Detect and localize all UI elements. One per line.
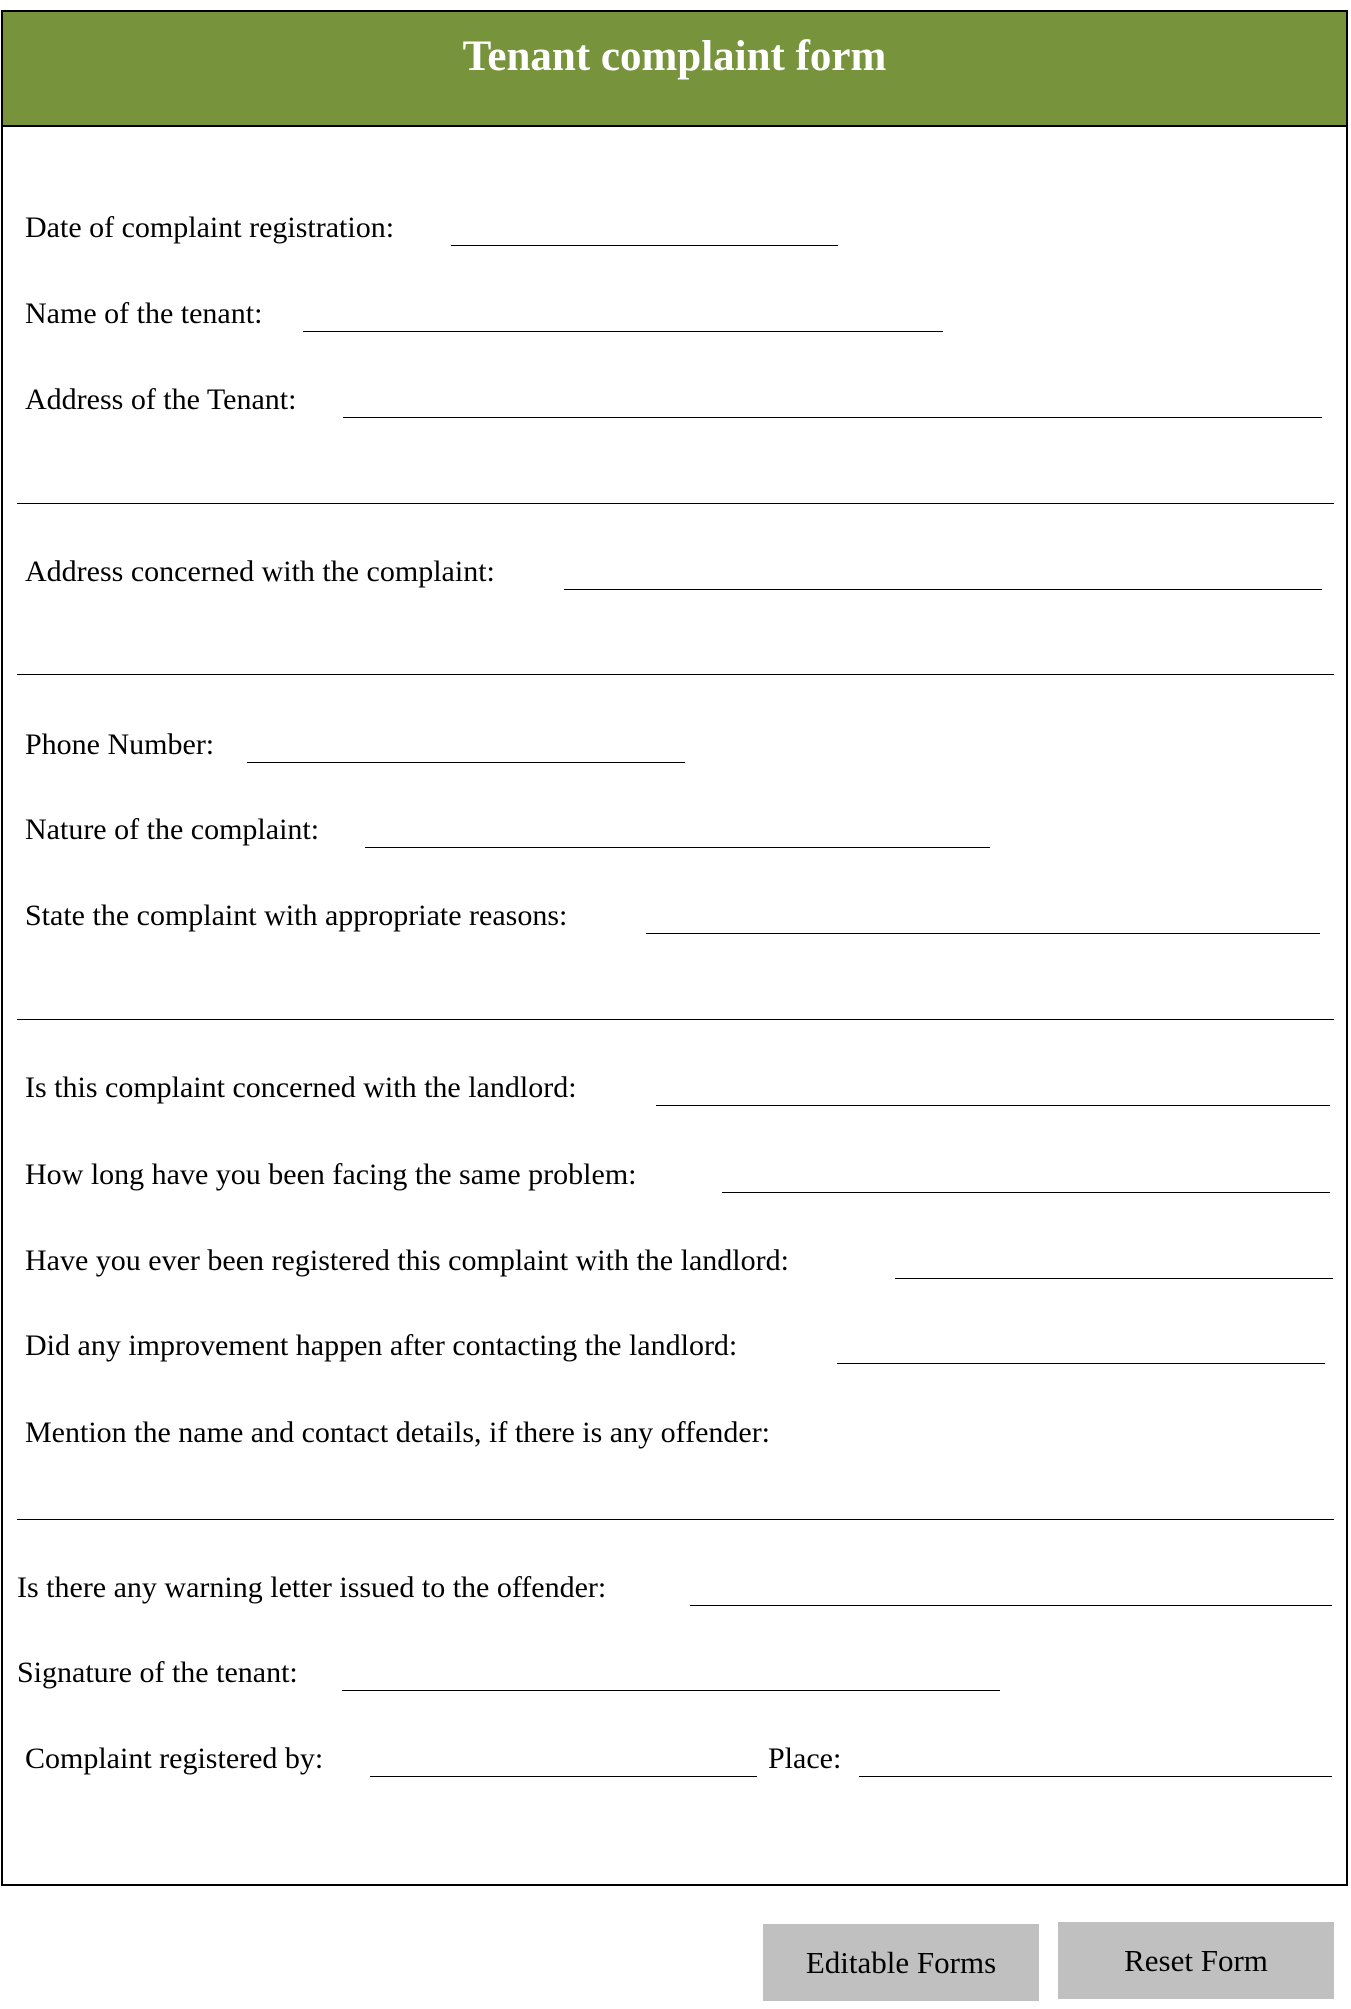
warning-label: Is there any warning letter issued to the offender: [17,1571,607,1604]
improvement-label: Did any improvement happen after contacting the landlord: [25,1329,738,1362]
how-long-label: How long have you been facing the same problem: [25,1158,637,1191]
place-input[interactable] [859,1776,1332,1777]
landlord-label: Is this complaint concerned with the landlord: [25,1071,577,1104]
place-label: Place: [768,1742,842,1775]
form-title: Tenant complaint form [462,33,887,80]
address-concerned-input[interactable] [564,589,1322,590]
date-input[interactable] [451,245,838,246]
state-label: State the complaint with appropriate reasons: [25,899,568,932]
form-header [3,12,1346,127]
registered-label: Have you ever been registered this complaint with the landlord: [25,1244,789,1277]
date-label: Date of complaint registration: [25,211,395,244]
phone-input[interactable] [247,762,685,763]
state-input[interactable] [646,933,1320,934]
address-label: Address of the Tenant: [25,383,297,416]
offender-label: Mention the name and contact details, if there is any offender: [25,1416,771,1449]
how-long-input[interactable] [722,1192,1330,1193]
offender-input[interactable] [17,1519,1334,1520]
address-input-line2[interactable] [17,503,1334,504]
address-input[interactable] [343,417,1322,418]
registered-by-input[interactable] [370,1776,757,1777]
improvement-input[interactable] [837,1363,1325,1364]
state-input-line2[interactable] [17,1019,1334,1020]
address-concerned-label: Address concerned with the complaint: [25,555,495,588]
signature-input[interactable] [342,1690,1000,1691]
warning-input[interactable] [690,1605,1332,1606]
reset-form-button[interactable]: Reset Form [1058,1922,1334,1999]
registered-input[interactable] [895,1278,1333,1279]
nature-label: Nature of the complaint: [25,813,320,846]
nature-input[interactable] [365,847,990,848]
signature-label: Signature of the tenant: [17,1656,298,1689]
name-input[interactable] [303,331,943,332]
registered-by-label: Complaint registered by: [25,1742,324,1775]
editable-forms-button[interactable]: Editable Forms [763,1924,1039,2001]
landlord-input[interactable] [656,1105,1330,1106]
address-concerned-input-line2[interactable] [17,674,1334,675]
phone-label: Phone Number: [25,728,215,761]
name-label: Name of the tenant: [25,297,263,330]
